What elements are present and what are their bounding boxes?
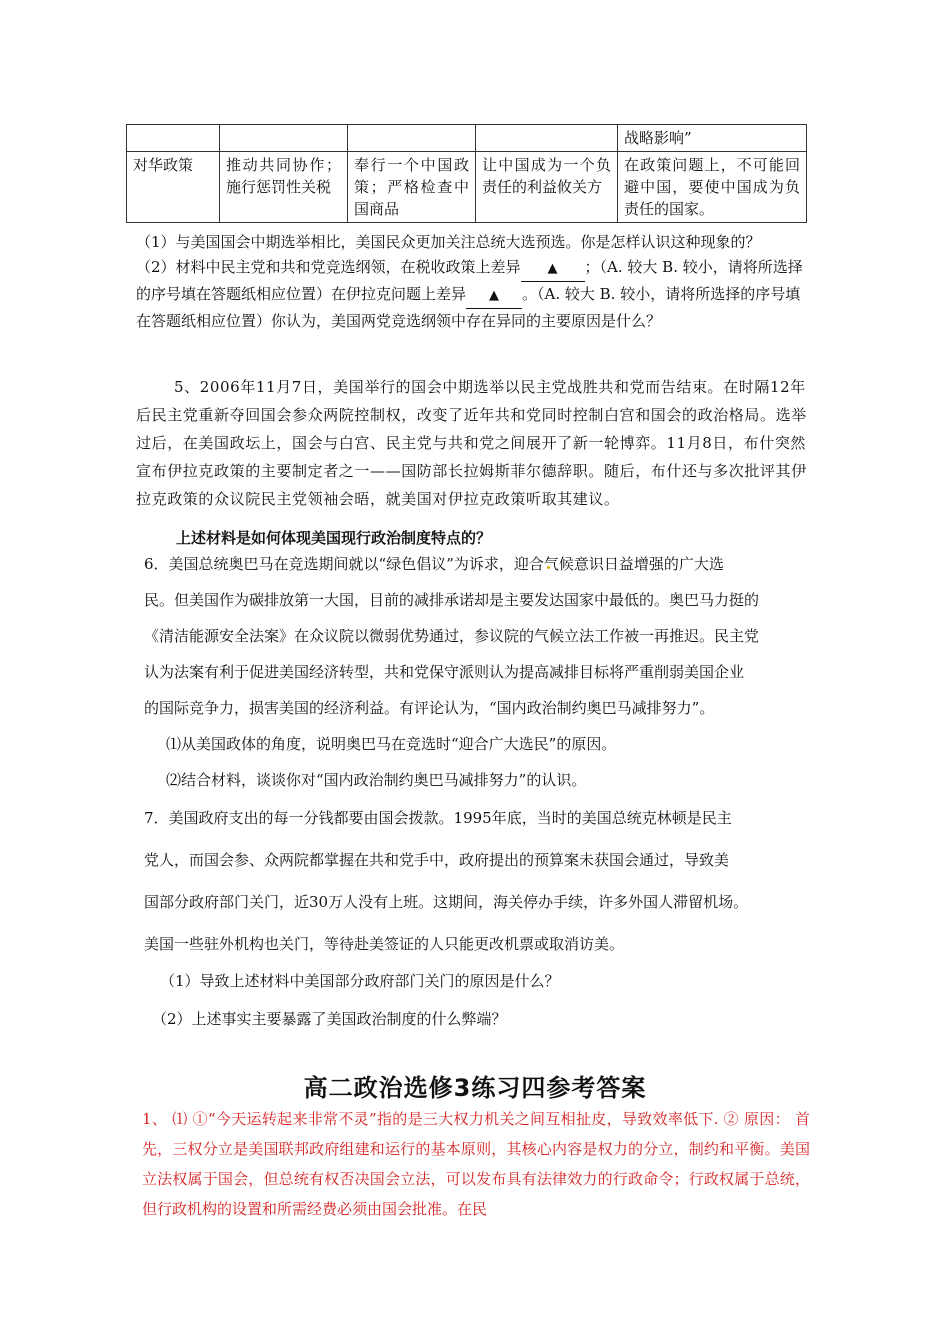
q7-line: 美国一些驻外机构也关门，等待赴美签证的人只能更改机票或取消访美。 [144,935,625,953]
question-4 [136,230,808,334]
answers-title: 高二政治选修3练习四参考答案 [303,1074,647,1102]
q7-line: 7．美国政府支出的每一分钱都要由国会拨款。1995年底，当时的美国总统克林顿是民主 [144,809,732,827]
q6-line: 的国际竞争力，损害美国的经济利益。有评论认为，“国内政治制约奥巴马减排努力”。 [144,699,715,717]
table-cell: 推动共同协作；施行惩罚性关税 [220,152,348,223]
table-cell: 战略影响” [618,125,807,152]
q7-line: 国部分政府部门关门，近30万人没有上班。这期间，海关停办手续，许多外国人滞留机场。 [144,893,749,911]
question-5-prompt: 上述材料是如何体现美国现行政治制度特点的？ [176,529,492,547]
answer-text: 1、 ⑴ ①“今天运转起来非常不灵”指的是三大权力机关之间互相扯皮，导致效率低下. ② 原因： 首先，三权分立是美国联邦政府组建和运行的基本原则，其核心内容是权力的分立，制约和平衡。美国立法权属于国会，但总统有权否决国会立法，可以发布具有法律效力的行政命令；行政权属于总统，但行政机构的设置和所需经费必须由国会批准。在民 [142,1110,810,1218]
q4-sub1: （1）与美国国会中期选举相比，美国民众更加关注总统大选预选。你是怎样认识这种现象的？ [136,233,761,251]
q6-line: 认为法案有利于促进美国经济转型，共和党保守派则认为提高减排目标将严重削弱美国企业 [144,663,745,681]
q6-line: 6．美国总统奥巴马在竞选期间就以“绿色倡议”为诉求，迎合气候意识日益增强的广大选 [144,555,724,573]
row-label: 对华政策 [127,152,220,223]
q6-line: 民。但美国作为碳排放第一大国，目前的减排承诺却是主要发达国家中最低的。奥巴马力挺的 [144,591,760,609]
answer-blank: ▲ [466,283,522,309]
q6-line: 《清洁能源安全法案》在众议院以微弱优势通过，参议院的气候立法工作被一再推迟。民主党 [144,627,760,645]
q7-sub2: （2）上述事实主要暴露了美国政治制度的什么弊端？ [152,1010,507,1028]
question-5-material: 5、2006年11月7日，美国举行的国会中期选举以民主党战胜共和党而告结束。在时隔12年后民主党重新夺回国会参众两院控制权，改变了近年共和党同时控制白宫和国会的政治格局。选举过后，在美国政坛上，国会与白宫、民主党与共和党之间展开了新一轮博弈。11月8日，布什突然宣布伊拉克政策的主要制定者之一——国防部长拉姆斯菲尔德辞职。随后，布什还与多次批评其伊拉克政策的众议院民主党领袖会晤，就美国对伊拉克政策听取其建议。 [136,378,807,508]
q7-sub1: （1）导致上述材料中美国部分政府部门关门的原因是什么？ [160,972,560,990]
q4-sub2: （2）材料中民主党和共和党竞选纲领，在税收政策上差异 ▲ ；（A. 较大 B. 较小，请将所选择的序号填在答题纸相应位置）在伊拉克问题上差异 ▲ 。（A. 较大 B. 较小，请将所选择的序号填在答题纸相应位置）你认为，美国两党竞选纲领中存在异同的主要原因是什么？ [136,258,803,330]
q7-line: 党人，而国会参、众两院都掌握在共和党手中，政府提出的预算案未获国会通过，导致美 [144,851,730,869]
table-cell: 让中国成为一个负责任的利益攸关方 [476,152,618,223]
q6-sub1: ⑴从美国政体的角度，说明奥巴马在竞选时“迎合广大选民”的原因。 [166,735,617,753]
table-cell: 在政策问题上，不可能回避中国，要使中国成为负责任的国家。 [618,152,807,223]
policy-table [126,124,807,223]
table-cell: 奉行一个中国政策；严格检查中国商品 [348,152,476,223]
answer-blank: ▲ [521,256,585,282]
q6-sub2: ⑵结合材料，谈谈你对“国内政治制约奥巴马减排努力”的认识。 [166,771,587,789]
table-row [127,125,807,152]
table-row [127,152,807,223]
